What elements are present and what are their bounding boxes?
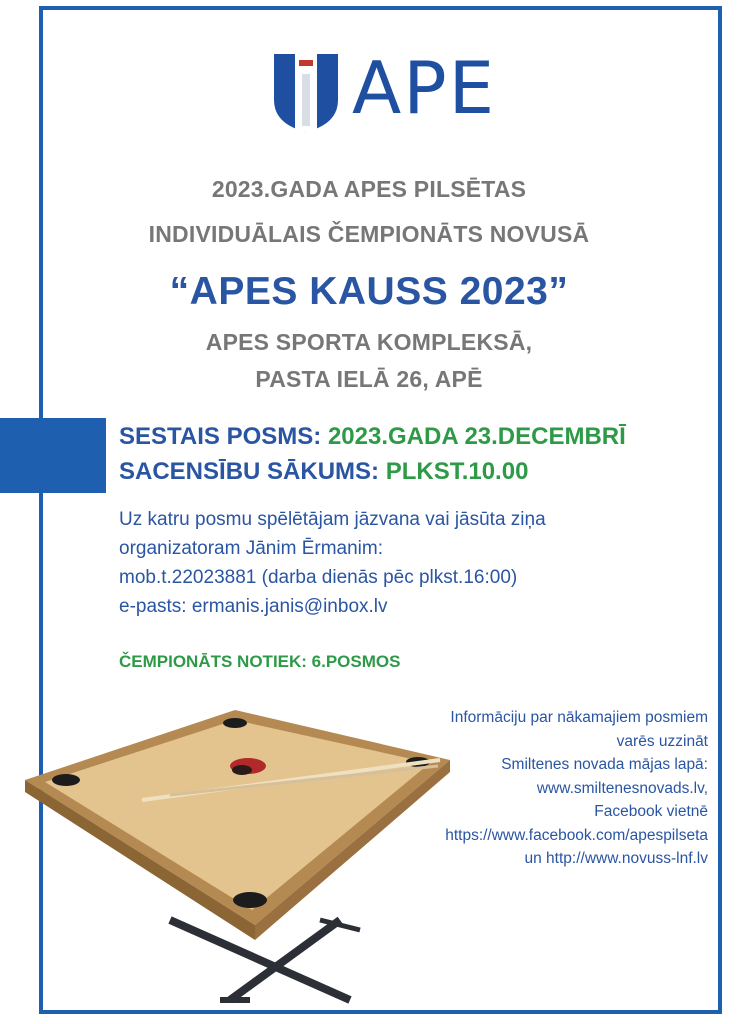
start-time: PLKST.10.00 bbox=[385, 458, 529, 485]
more-info-block bbox=[368, 706, 708, 871]
more-info-line-5: Facebook vietnē bbox=[594, 803, 708, 820]
stage-label: SESTAIS POSMS: bbox=[119, 423, 322, 450]
location-line-1: APES SPORTA KOMPLEKSĀ, bbox=[205, 329, 533, 355]
accent-block bbox=[0, 418, 106, 493]
heading-line-1: 2023.GADA APES PILSĒTAS bbox=[211, 176, 527, 202]
start-line bbox=[119, 458, 528, 486]
more-info-line-3: Smiltenes novada mājas lapā: bbox=[501, 756, 708, 773]
contact-line-2: organizatoram Jānim Ērmanim: bbox=[119, 538, 383, 559]
contact-block bbox=[119, 505, 546, 621]
location-line-2: PASTA IELĀ 26, APĒ bbox=[255, 366, 483, 392]
logo-text: APE bbox=[352, 46, 497, 130]
stage-line bbox=[119, 423, 626, 451]
championship-stages: ČEMPIONĀTS NOTIEK: 6.POSMOS bbox=[119, 652, 401, 671]
website-link[interactable]: www.smiltenesnovads.lv, bbox=[536, 779, 708, 797]
start-label: SACENSĪBU SĀKUMS: bbox=[119, 458, 380, 485]
contact-email: e-pasts: ermanis.janis@inbox.lv bbox=[119, 596, 388, 617]
stage-date: 2023.GADA 23.DECEMBRĪ bbox=[327, 423, 626, 450]
facebook-link[interactable]: https://www.facebook.com/apespilseta bbox=[445, 826, 708, 844]
contact-line-1: Uz katru posmu spēlētājam jāzvana vai jāsūta ziņa bbox=[119, 509, 546, 530]
novuss-link[interactable]: un http://www.novuss-lnf.lv bbox=[524, 850, 708, 867]
more-info-line-2: varēs uzzināt bbox=[616, 732, 708, 750]
heading-line-2: INDIVIDUĀLAIS ČEMPIONĀTS NOVUSĀ bbox=[148, 221, 590, 247]
coat-of-arms-icon bbox=[272, 52, 340, 134]
contact-phone: mob.t.22023881 (darba dienās pēc plkst.16:00) bbox=[119, 567, 518, 588]
more-info-line-1: Informāciju par nākamajiem posmiem bbox=[450, 709, 708, 726]
event-title: “APES KAUSS 2023” bbox=[169, 270, 569, 313]
